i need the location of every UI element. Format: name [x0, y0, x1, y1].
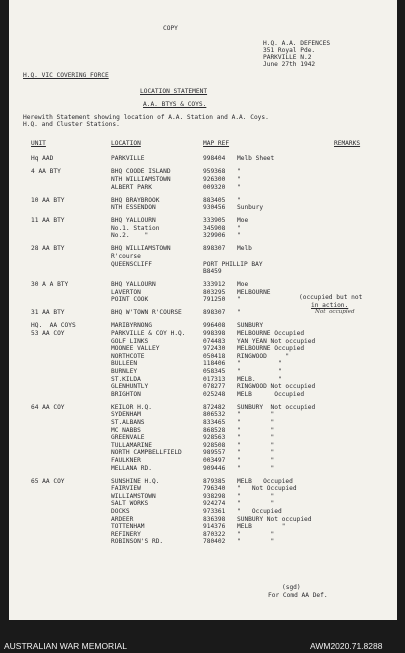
table-cell-map-ref: 879385: [203, 477, 226, 485]
table-cell-remarks: MELBOURNE Occupied: [237, 345, 305, 353]
table-cell-location: R'course: [111, 253, 141, 260]
table-cell-remarks: " Occupied: [237, 508, 282, 515]
col-header-unit: UNIT: [31, 140, 46, 147]
col-header-remarks: REMARKS: [334, 140, 361, 147]
table-cell-map-ref: 806532: [203, 411, 226, 419]
intro-line-1: Herewith Statement showing location of A.A. Station and A.A. Coys.: [23, 114, 269, 121]
intro-line-2: H.Q. and Cluster Stations.: [23, 121, 120, 128]
table-cell-remarks: SUNBURY: [237, 322, 264, 330]
table-cell-location: NORTHCOTE: [111, 352, 145, 360]
table-cell-remarks: Melb Sheet: [237, 155, 275, 163]
table-cell-remarks: " ": [237, 434, 275, 442]
signature-sgd: (sgd): [282, 584, 301, 591]
table-cell-location: BHQ WILLIAMSTOWN: [111, 245, 171, 253]
table-cell-map-ref: 989557: [203, 449, 226, 457]
table-cell-map-ref: 996408: [203, 322, 226, 330]
table-cell-map-ref: 930456: [203, 204, 226, 212]
table-cell-remarks: Melb: [237, 245, 252, 253]
table-cell-location: BHQ COODE ISLAND: [111, 168, 171, 176]
table-cell-map-ref: PORT PHILLIP BAY: [203, 260, 263, 268]
table-cell-location: MARIBYRNONG: [111, 322, 152, 330]
table-cell-location: DOCKS: [111, 508, 130, 515]
handwritten-note: Not occupied: [315, 309, 355, 315]
table-cell-map-ref: 796340: [203, 485, 226, 493]
table-cell-location: BHQ YALLOURN: [111, 217, 156, 225]
footer-institution: AUSTRALIAN WAR MEMORIAL: [4, 641, 127, 651]
table-cell-remarks: " ": [237, 441, 275, 449]
table-cell-location: LAVERTON: [111, 288, 141, 296]
table-cell-location: NTH WILLIAMSTOWN: [111, 176, 171, 183]
table-cell-remarks: " ": [237, 464, 275, 472]
table-cell-location: BHQ YALLOURN: [111, 281, 156, 289]
date-line: June 27th 1942: [263, 61, 316, 68]
table-cell-location: QUEENSCLIFF: [111, 260, 152, 268]
table-cell-remarks: SUNBURY Not occupied: [237, 403, 316, 411]
footer-bar: [0, 620, 405, 653]
table-cell-remarks: ": [237, 176, 241, 183]
table-cell-remarks: MELB Occupied: [237, 390, 305, 398]
table-cell-map-ref: 118406: [203, 360, 226, 368]
col-header-mapref: MAP REF: [203, 140, 230, 147]
document-page: [9, 0, 397, 620]
footer-accession-number: AWM2020.71.8288: [310, 641, 383, 651]
table-cell-map-ref: 791250: [203, 296, 226, 304]
table-cell-map-ref: 074483: [203, 337, 226, 345]
note-occupied-not-in-action-2: in action.: [311, 302, 349, 309]
table-cell-location: No.1. Station: [111, 224, 160, 232]
table-cell-location: WILLIAMSTOWN: [111, 492, 156, 500]
table-cell-remarks: ": [237, 196, 241, 204]
table-cell-remarks: MELB. ": [237, 375, 282, 383]
table-cell-remarks: " ": [237, 426, 275, 434]
doc-title: LOCATION STATEMENT: [140, 88, 208, 95]
table-cell-map-ref: 928508: [203, 441, 226, 449]
table-cell-location: No.2. ": [111, 232, 149, 240]
table-cell-remarks: " ": [237, 360, 282, 368]
table-cell-location: POINT COOK: [111, 296, 149, 304]
table-cell-remarks: " ": [237, 530, 275, 538]
table-cell-map-ref: 868528: [203, 426, 226, 434]
table-cell-map-ref: 333905: [203, 217, 226, 225]
table-cell-map-ref: 928563: [203, 434, 226, 442]
table-cell-location: BHQ W'TOWN R'COURSE: [111, 309, 182, 317]
table-cell-remarks: YAN YEAN Not occupied: [237, 337, 316, 345]
table-cell-map-ref: 003497: [203, 457, 226, 464]
table-cell-map-ref: 333912: [203, 281, 226, 289]
signoff: For Comd AA Def.: [268, 592, 328, 599]
table-cell-map-ref: B8459: [203, 268, 222, 276]
table-cell-remarks: " ": [237, 449, 275, 457]
table-cell-location: GLENHUNTLY: [111, 383, 149, 391]
table-cell-location: NTH ESSENDON: [111, 204, 156, 212]
table-cell-unit: HQ. AA COYS: [31, 322, 76, 330]
table-cell-map-ref: 870322: [203, 530, 226, 538]
table-cell-map-ref: 058345: [203, 368, 226, 375]
col-header-location: LOCATION: [111, 140, 141, 147]
table-cell-location: PARKVILLE & COY H.Q.: [111, 330, 186, 337]
table-cell-remarks: " ": [237, 457, 275, 464]
table-cell-remarks: SUNBURY Not occupied: [237, 515, 312, 523]
table-cell-unit: 64 AA COY: [31, 403, 65, 411]
table-cell-location: GOLF LINKS: [111, 337, 149, 345]
table-cell-location: NORTH CAMPBELLFIELD: [111, 449, 182, 457]
table-cell-remarks: MELBOURNE Occupied: [237, 330, 305, 337]
doc-subtitle: A.A. BTYS & COYS.: [143, 101, 207, 108]
table-cell-map-ref: 872482: [203, 403, 226, 411]
table-cell-map-ref: 898307: [203, 309, 226, 317]
table-cell-unit: Hq AAD: [31, 155, 54, 163]
table-cell-remarks: RINGWOOD Not occupied: [237, 383, 316, 391]
table-cell-map-ref: 926300: [203, 176, 226, 183]
table-cell-unit: 4 AA BTY: [31, 168, 61, 176]
table-cell-remarks: " ": [237, 419, 275, 426]
table-cell-unit: 65 AA COY: [31, 477, 65, 485]
address-line-2: 351 Royal Pde.: [263, 47, 316, 54]
table-cell-unit: 31 AA BTY: [31, 309, 65, 317]
table-cell-remarks: " Not Occupied: [237, 485, 297, 493]
table-cell-location: MOONEE VALLEY: [111, 345, 160, 353]
table-cell-location: ROBINSON'S RD.: [111, 538, 164, 546]
table-cell-remarks: " ": [237, 500, 275, 508]
table-cell-remarks: Moe: [237, 281, 249, 289]
table-cell-map-ref: 078277: [203, 383, 226, 391]
force-heading: H.Q. VIC COVERING FORCE: [23, 72, 109, 79]
table-cell-location: TULLAMARINE: [111, 441, 152, 449]
table-cell-map-ref: 329906: [203, 232, 226, 240]
table-cell-location: MELLANA RD.: [111, 464, 152, 472]
table-cell-map-ref: 924274: [203, 500, 226, 508]
table-cell-map-ref: 009320: [203, 183, 226, 191]
table-cell-remarks: Sunbury: [237, 204, 264, 212]
table-cell-map-ref: 998404: [203, 155, 226, 163]
table-cell-location: ST.ALBANS: [111, 419, 145, 426]
table-cell-unit: 11 AA BTY: [31, 217, 65, 225]
table-cell-remarks: " ": [237, 368, 282, 375]
table-cell-location: ST.KILDA: [111, 375, 141, 383]
table-cell-map-ref: 780402: [203, 538, 226, 546]
table-cell-location: KEILOR H.Q.: [111, 403, 152, 411]
address-line-1: H.Q. A.A. DEFENCES: [263, 40, 331, 47]
table-cell-remarks: MELB ": [237, 523, 286, 531]
table-cell-location: MC NABBS: [111, 426, 141, 434]
table-cell-remarks: MELB Occupied: [237, 477, 293, 485]
table-cell-location: BURNLEY: [111, 368, 138, 375]
table-cell-location: BHQ BRAYBROOK: [111, 196, 160, 204]
table-cell-location: ARDEER: [111, 515, 134, 523]
table-cell-location: FAULKNER: [111, 457, 141, 464]
table-cell-location: SYDENHAM: [111, 411, 141, 419]
table-cell-map-ref: 972430: [203, 345, 226, 353]
table-cell-location: REFINERY: [111, 530, 141, 538]
table-cell-location: TOTTENHAM: [111, 523, 145, 531]
table-cell-location: BULLEEN: [111, 360, 138, 368]
table-cell-map-ref: 959368: [203, 168, 226, 176]
table-cell-unit: 30 A A BTY: [31, 281, 69, 289]
table-cell-map-ref: 914376: [203, 523, 226, 531]
address-line-3: PARKVILLE N.2: [263, 54, 312, 61]
table-cell-map-ref: 973361: [203, 508, 226, 515]
table-cell-remarks: ": [237, 232, 241, 240]
table-cell-map-ref: 909446: [203, 464, 226, 472]
table-cell-location: SUNSHINE H.Q.: [111, 477, 160, 485]
table-cell-unit: 28 AA BTY: [31, 245, 65, 253]
table-cell-unit: 53 AA COY: [31, 330, 65, 337]
table-cell-remarks: ": [237, 296, 241, 304]
table-cell-remarks: " ": [237, 538, 275, 546]
table-cell-map-ref: 898307: [203, 245, 226, 253]
table-cell-map-ref: 883405: [203, 196, 226, 204]
table-cell-map-ref: 998398: [203, 330, 226, 337]
table-cell-map-ref: 050418: [203, 352, 226, 360]
table-cell-map-ref: 803295: [203, 288, 226, 296]
table-cell-location: BRIGHTON: [111, 390, 141, 398]
table-cell-location: ALBERT PARK: [111, 183, 152, 191]
table-cell-map-ref: 833465: [203, 419, 226, 426]
table-cell-remarks: MELBOURNE: [237, 288, 271, 296]
table-cell-map-ref: 025248: [203, 390, 226, 398]
table-cell-remarks: ": [237, 183, 241, 191]
table-cell-unit: 10 AA BTY: [31, 196, 65, 204]
table-cell-map-ref: 345908: [203, 224, 226, 232]
table-cell-map-ref: 836398: [203, 515, 226, 523]
table-cell-location: PARKVILLE: [111, 155, 145, 163]
table-cell-map-ref: 938298: [203, 492, 226, 500]
table-cell-remarks: ": [237, 168, 241, 176]
copy-label: COPY: [163, 25, 178, 32]
table-cell-map-ref: 017313: [203, 375, 226, 383]
note-occupied-not-in-action-1: (occupied but not: [299, 294, 363, 301]
table-cell-remarks: ": [237, 224, 241, 232]
table-cell-remarks: Moe: [237, 217, 249, 225]
table-cell-location: SALT WORKS: [111, 500, 149, 508]
table-cell-remarks: " ": [237, 411, 275, 419]
table-cell-remarks: ": [237, 309, 241, 317]
table-cell-location: FAIRVIEW: [111, 485, 141, 493]
table-cell-location: GREENVALE: [111, 434, 145, 442]
table-cell-remarks: RINGWOOD ": [237, 352, 290, 360]
table-cell-remarks: " ": [237, 492, 275, 500]
